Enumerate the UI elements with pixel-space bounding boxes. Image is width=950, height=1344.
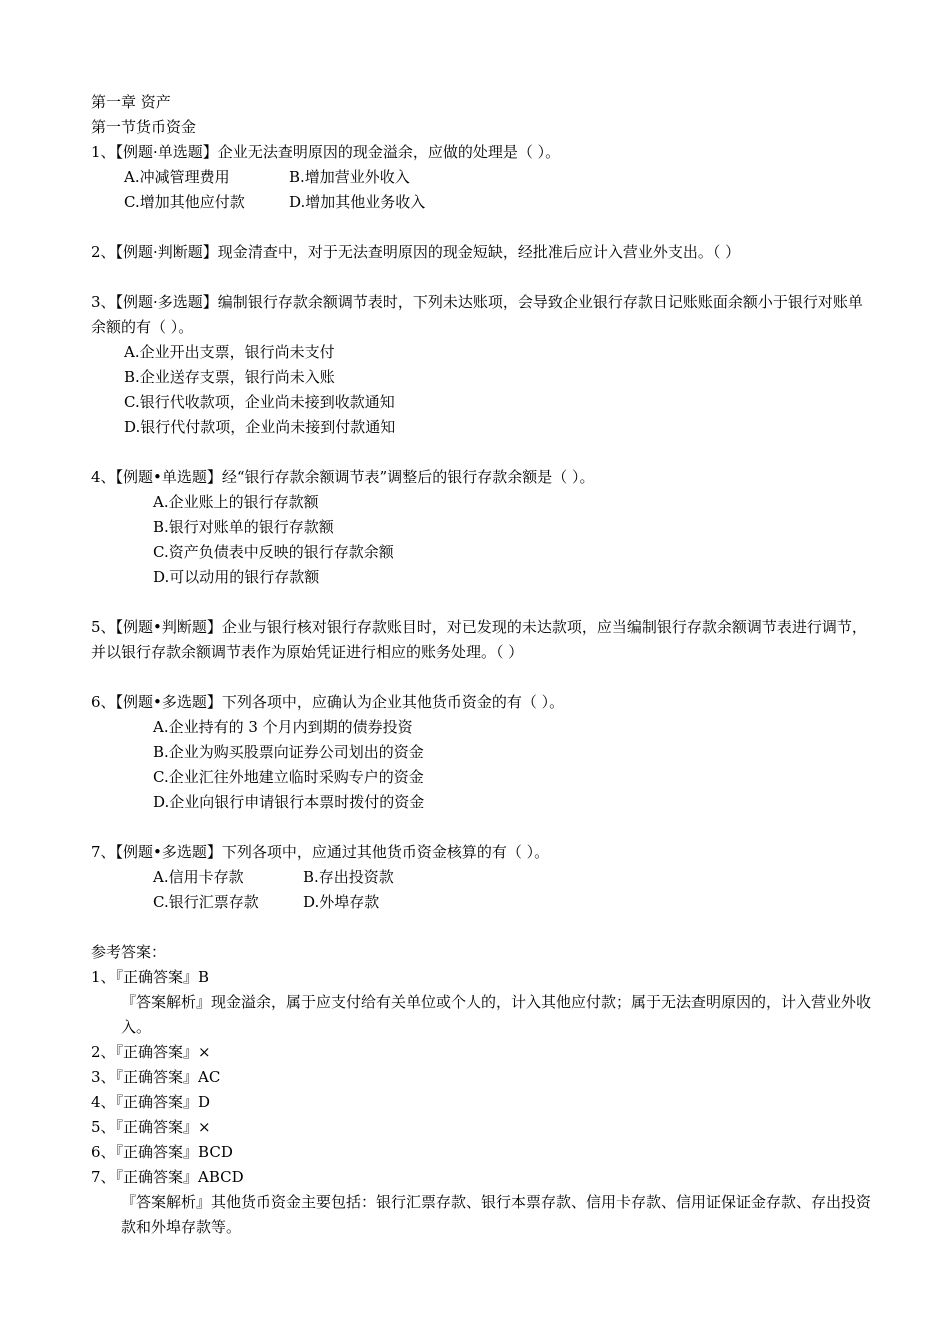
question-7-option-b: B.存出投资款 bbox=[303, 868, 394, 886]
question-3-stem: 3、【例题·多选题】编制银行存款余额调节表时，下列未达账项，会导致企业银行存款日记账账面余额小于银行对账单余额的有（ ）。 bbox=[91, 293, 863, 336]
answer-1: 1、『正确答案』B bbox=[91, 968, 210, 986]
question-6-stem: 6、【例题•多选题】下列各项中，应确认为企业其他货币资金的有（ ）。 bbox=[91, 693, 565, 711]
question-4-option-c: C.资产负债表中反映的银行存款余额 bbox=[153, 543, 394, 561]
question-1-options-row-2 bbox=[91, 190, 871, 215]
question-6-option-a: A.企业持有的 3 个月内到期的债券投资 bbox=[153, 718, 413, 736]
chapter-title: 第一章 资产 bbox=[91, 93, 171, 111]
question-7-options-row-2 bbox=[91, 890, 871, 915]
question-2-stem: 2、【例题·判断题】现金清查中，对于无法查明原因的现金短缺，经批准后应计入营业外支出。（ ） bbox=[91, 243, 741, 261]
section-title: 第一节货币资金 bbox=[91, 118, 197, 136]
spacer bbox=[91, 590, 871, 615]
question-1-stem: 1、【例题·单选题】企业无法查明原因的现金溢余，应做的处理是（ ）。 bbox=[91, 143, 561, 161]
answer-1-analysis: 『答案解析』现金溢余，属于应支付给有关单位或个人的，计入其他应付款；属于无法查明原因的，计入营业外收入。 bbox=[121, 993, 872, 1036]
answer-7: 7、『正确答案』ABCD bbox=[91, 1168, 244, 1186]
question-7-options-row-1 bbox=[91, 865, 871, 890]
question-1-option-a: A.冲减管理费用 bbox=[124, 168, 230, 186]
answer-3: 3、『正确答案』AC bbox=[91, 1068, 221, 1086]
question-1-option-c: C.增加其他应付款 bbox=[124, 193, 245, 211]
question-6-option-d: D.企业向银行申请银行本票时拨付的资金 bbox=[153, 793, 425, 811]
spacer bbox=[91, 265, 871, 290]
question-1-option-b: B.增加营业外收入 bbox=[289, 168, 410, 186]
question-7-stem: 7、【例题•多选题】下列各项中，应通过其他货币资金核算的有（ ）。 bbox=[91, 843, 550, 861]
question-3-option-b: B.企业送存支票，银行尚未入账 bbox=[124, 368, 335, 386]
question-5-stem: 5、【例题•判断题】企业与银行核对银行存款账目时，对已发现的未达款项，应当编制银行存款余额调节表进行调节，并以银行存款余额调节表作为原始凭证进行相应的账务处理。（ ） bbox=[91, 618, 867, 661]
answer-6: 6、『正确答案』BCD bbox=[91, 1143, 233, 1161]
question-4-option-a: A.企业账上的银行存款额 bbox=[153, 493, 319, 511]
spacer bbox=[91, 440, 871, 465]
spacer bbox=[91, 215, 871, 240]
question-3-option-a: A.企业开出支票，银行尚未支付 bbox=[124, 343, 335, 361]
answer-4: 4、『正确答案』D bbox=[91, 1093, 211, 1111]
question-6-option-b: B.企业为购买股票向证券公司划出的资金 bbox=[153, 743, 424, 761]
question-1-option-d: D.增加其他业务收入 bbox=[289, 193, 426, 211]
spacer bbox=[91, 915, 871, 940]
question-4-option-d: D.可以动用的银行存款额 bbox=[153, 568, 320, 586]
question-7-option-d: D.外埠存款 bbox=[303, 893, 380, 911]
question-1-options-row-1 bbox=[91, 165, 871, 190]
question-6-option-c: C.企业汇往外地建立临时采购专户的资金 bbox=[153, 768, 424, 786]
answer-7-analysis: 『答案解析』其他货币资金主要包括：银行汇票存款、银行本票存款、信用卡存款、信用证保证金存款、存出投资款和外埠存款等。 bbox=[121, 1193, 872, 1236]
answer-5: 5、『正确答案』× bbox=[91, 1118, 211, 1136]
question-4-stem: 4、【例题•单选题】经“银行存款余额调节表”调整后的银行存款余额是（ ）。 bbox=[91, 468, 595, 486]
answer-2: 2、『正确答案』× bbox=[91, 1043, 211, 1061]
question-3-option-c: C.银行代收款项，企业尚未接到收款通知 bbox=[124, 393, 395, 411]
question-4-option-b: B.银行对账单的银行存款额 bbox=[153, 518, 334, 536]
spacer bbox=[91, 815, 871, 840]
spacer bbox=[91, 665, 871, 690]
document-page bbox=[91, 90, 871, 1240]
question-7-option-a: A.信用卡存款 bbox=[153, 868, 244, 886]
question-7-option-c: C.银行汇票存款 bbox=[153, 893, 259, 911]
answers-heading: 参考答案： bbox=[91, 943, 167, 961]
question-3-option-d: D.银行代付款项，企业尚未接到付款通知 bbox=[124, 418, 396, 436]
